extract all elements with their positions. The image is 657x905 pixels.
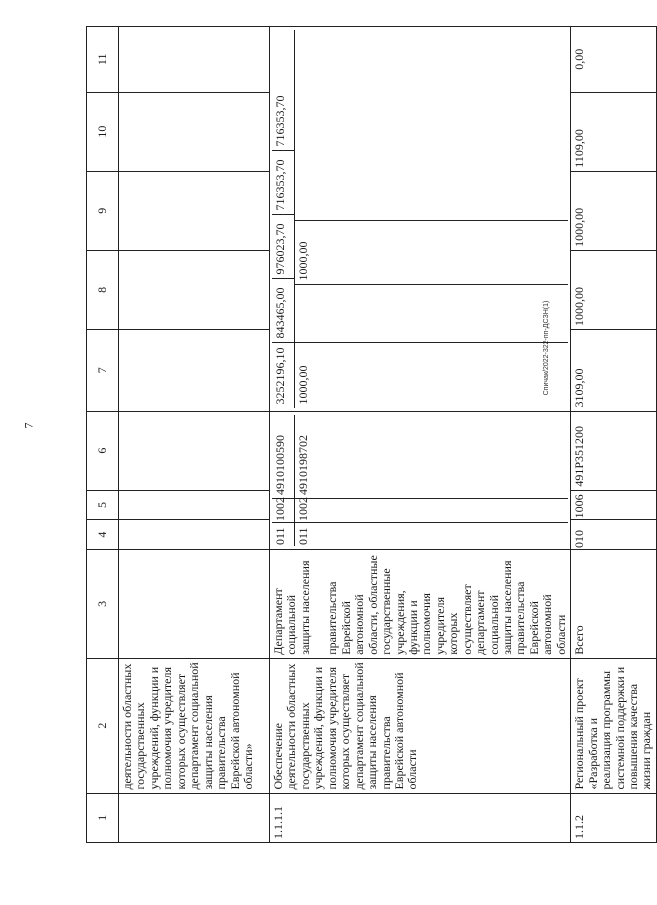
cell-code-grbs: 010 (571, 520, 657, 550)
col-header-11: 11 (87, 27, 119, 93)
executor-text-b: правительства Еврейской автономной области, областные государственные учреждения, функции и полномочия учредителя которых осуществляет департамент социальной защиты населения правительства Еврейской автономной области (325, 555, 568, 655)
cell-amount-total: 3109,00 (571, 329, 657, 411)
rotated-table-container (86, 26, 654, 843)
table-row-1-1-1-1 (270, 27, 571, 843)
cell-description: деятельности областных государственных учреждений, функции и полномочия учредителя которых осуществляет департамент социальной защиты населения правительства Еврейской автономной области» (119, 658, 270, 793)
executor-text-a: Департамент социальной защиты населения (271, 560, 312, 655)
cell-code (119, 520, 270, 550)
cell-description: Региональный проект «Разработка и реализация программы системной поддержки и повышения качества жизни граждан (571, 658, 657, 793)
col-header-10: 10 (87, 92, 119, 171)
col-header-3: 3 (87, 550, 119, 659)
table-row-1-1-2 (571, 27, 657, 843)
code-article-a: 4910100590 (273, 435, 287, 495)
cell-amount-y4: 0,00 (571, 27, 657, 93)
table-row-continuation (119, 27, 270, 843)
cell-executor: Всего (571, 550, 657, 659)
cell-amount-y3: 1109,00 (571, 92, 657, 171)
amount-y2-b: 1000,00 (295, 220, 568, 284)
amount-y2-a: 976023,70 (272, 214, 294, 278)
col-header-8: 8 (87, 250, 119, 329)
col-header-1: 1 (87, 793, 119, 842)
amount-total-b: 1000,00 (295, 342, 568, 408)
cell-code-article: 491P351200 (571, 411, 657, 490)
code-article-b: 4910198702 (296, 435, 310, 495)
cell-number: 1.1.1.1 (270, 793, 571, 842)
amount-y4-a: 716353,70 (273, 95, 287, 147)
cell-amount (119, 250, 270, 329)
col-header-2: 2 (87, 658, 119, 793)
cell-number: 1.1.2 (571, 793, 657, 842)
cell-executor (119, 550, 270, 659)
amount-y3-a: 716353,70 (272, 150, 294, 214)
col-header-4: 4 (87, 520, 119, 550)
cell-number (119, 793, 270, 842)
cell-amount-y1: 1000,00 (571, 250, 657, 329)
code-grbs-b: 011 (295, 522, 568, 546)
amount-total-a: 3252196,10 (272, 342, 294, 408)
amount-y1-b (295, 284, 568, 342)
code-grbs-a: 011 (272, 522, 294, 546)
cell-amounts-group (270, 27, 571, 412)
cell-budget-codes (270, 411, 571, 549)
cell-amount (119, 171, 270, 250)
amount-y1-a: 843465,00 (272, 278, 294, 342)
cell-code (119, 411, 270, 490)
cell-amount (119, 329, 270, 411)
amount-y3-b (295, 30, 568, 220)
col-header-5: 5 (87, 490, 119, 520)
col-header-7: 7 (87, 329, 119, 411)
page-number: 7 (21, 422, 36, 429)
cell-amount-y2: 1000,00 (571, 171, 657, 250)
header-row (87, 27, 119, 843)
cell-amount (119, 92, 270, 171)
budget-table (86, 26, 657, 843)
cell-description: Обеспечение деятельности областных государственных учреждений, функции и полномочия учредителя которых осуществляет департамент социальной защиты населения правительства Еврейской автономной области (270, 658, 571, 793)
document-stamp: Спичак/2022-322-пп-ДСЗН(1) (543, 300, 550, 396)
cell-executor (270, 550, 571, 659)
cell-code (119, 490, 270, 520)
code-section-b: 1002 (295, 498, 568, 522)
col-header-6: 6 (87, 411, 119, 490)
cell-amount (119, 27, 270, 93)
code-section-a: 1002 (272, 498, 294, 522)
col-header-9: 9 (87, 171, 119, 250)
cell-code-section: 1006 (571, 490, 657, 520)
